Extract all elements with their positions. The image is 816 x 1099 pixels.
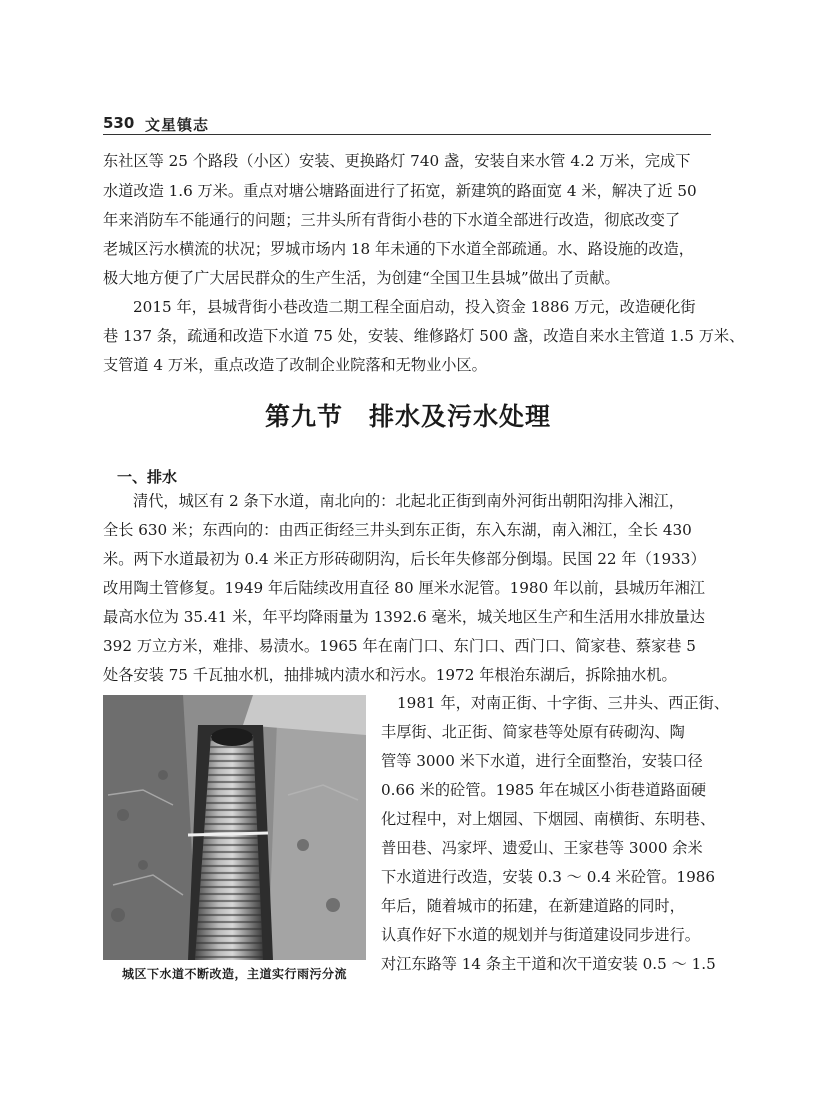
text-line: 处各安装 75 千瓦抽水机，抽排城内渍水和污水。1972 年根治东湖后，拆除抽水机。 <box>103 666 677 684</box>
section-title: 第九节 排水及污水处理 <box>264 402 551 431</box>
text-line: 认真作好下水道的规划并与街道建设同步进行。 <box>381 926 700 944</box>
text-line: 普田巷、冯家坪、遗爱山、王家巷等 3000 余米 <box>381 839 703 857</box>
text-line: 对江东路等 14 条主干道和次干道安装 0.5 ～ 1.5 <box>381 955 716 973</box>
photo-caption: 城区下水道不断改造，主道实行雨污分流 <box>121 967 347 981</box>
text-line: 老城区污水横流的状况；罗城市场内 18 年未通的下水道全部疏通。水、路设施的改造， <box>103 240 694 258</box>
text-line: 极大地方便了广大居民群众的生产生活，为创建“全国卫生县城”做出了贡献。 <box>103 269 620 287</box>
text-line: 东社区等 25 个路段（小区）安装、更换路灯 740 盏，安装自来水管 4.2 万米，完成下 <box>103 152 691 170</box>
running-header <box>103 112 711 135</box>
text-line: 水道改造 1.6 万米。重点对塘公塘路面进行了拓宽，新建筑的路面宽 4 米，解决了近 50 <box>103 182 697 200</box>
text-line: 丰厚街、北正街、简家巷等处原有砖砌沟、陶 <box>381 723 685 741</box>
text-line: 米。两下水道最初为 0.4 米正方形砖砌阴沟，后长年失修部分倒塌。民国 22 年（1933） <box>103 550 706 568</box>
sewer-pipe-photo <box>103 695 366 960</box>
page-number: 530 <box>103 114 135 132</box>
text-line: 支管道 4 万米，重点改造了改制企业院落和无物业小区。 <box>103 356 487 374</box>
subheading: 一、排水 <box>117 468 178 486</box>
text-line: 年后，随着城市的拓建，在新建道路的同时， <box>381 897 685 915</box>
text-line: 改用陶土管修复。1949 年后陆续改用直径 80 厘米水泥管。1980 年以前，县城历年湘江 <box>103 579 705 597</box>
text-line: 清代，城区有 2 条下水道，南北向的：北起北正街到南外河街出朝阳沟排入湘江， <box>133 492 684 510</box>
text-line: 最高水位为 35.41 米，年平均降雨量为 1392.6 毫米，城关地区生产和生活用水排放量达 <box>103 608 705 626</box>
text-line: 管等 3000 米下水道，进行全面整治，安装口径 <box>381 752 703 770</box>
text-line: 下水道进行改造，安装 0.3 ～ 0.4 米砼管。1986 <box>381 868 716 886</box>
text-line: 年来消防车不能通行的问题；三井头所有背街小巷的下水道全部进行改造，彻底改变了 <box>103 211 681 229</box>
text-line: 0.66 米的砼管。1985 年在城区小街巷道路面硬 <box>381 781 707 799</box>
text-line: 2015 年，县城背街小巷改造二期工程全面启动，投入资金 1886 万元，改造硬化街 <box>133 298 696 316</box>
text-line: 392 万立方米，难排、易渍水。1965 年在南门口、东门口、西门口、简家巷、蔡家巷 5 <box>103 637 696 655</box>
text-line: 化过程中，对上烟园、下烟园、南横街、东明巷、 <box>381 810 716 828</box>
text-line: 全长 630 米；东西向的：由西正街经三井头到东正街，东入东湖，南入湘江，全长 430 <box>103 521 692 539</box>
book-title: 文星镇志 <box>145 116 210 134</box>
text-line: 1981 年，对南正街、十字街、三井头、西正街、 <box>397 694 730 712</box>
text-line: 巷 137 条，疏通和改造下水道 75 处，安装、维修路灯 500 盏，改造自来水主管道 1.5 万米、 <box>103 327 745 345</box>
